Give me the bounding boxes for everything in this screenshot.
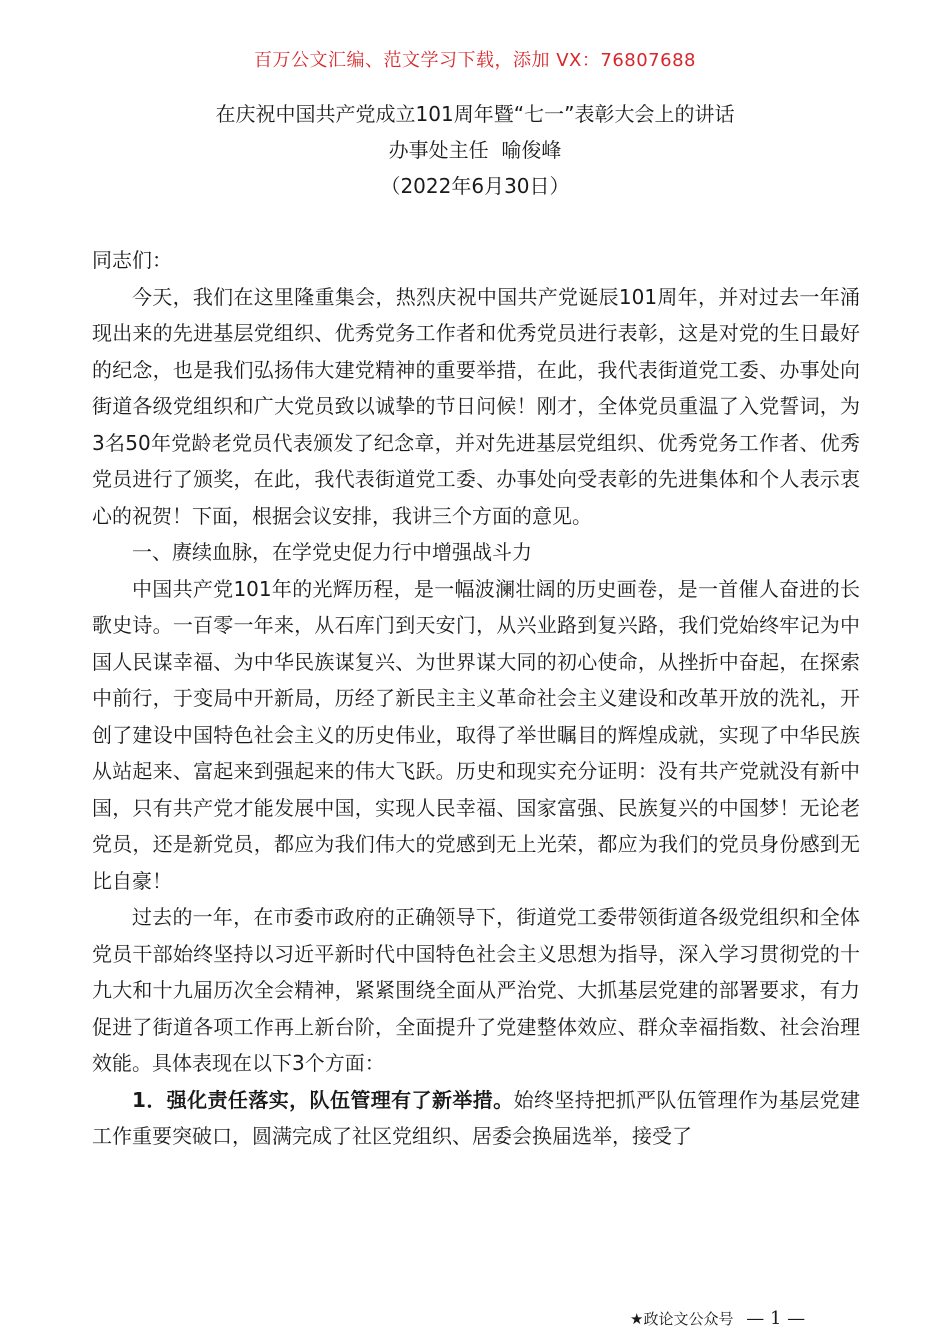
paragraph-history: 中国共产党101年的光辉历程，是一幅波澜壮阔的历史画卷，是一首催人奋进的长歌史诗。一百零一年来，从石库门到天安门，从兴业路到复兴路，我们党始终牢记为中国人民谋幸福、为中华民族谋复兴、为世界谋大同的初心使命，从挫折中奋起，在探索中前行，于变局中开新局，历经了新民主主义革命社会主义建设和改革开放的洗礼，开创了建设中国特色社会主义的历史伟业，取得了举世瞩目的辉煌成就，实现了中华民族从站起来、富起来到强起来的伟大飞跃。历史和现实充分证明：没有共产党就没有新中国，只有共产党才能发展中国，实现人民幸福、国家富强、民族复兴的中国梦！无论老党员，还是新党员，都应为我们伟大的党感到无上光荣，都应为我们的党员身份感到无比自豪！ bbox=[92, 576, 860, 893]
salutation: 同志们： bbox=[92, 248, 172, 272]
date-line: （2022年6月30日） bbox=[380, 174, 570, 198]
item-1-text: 始终坚持把抓严队伍管理作为基层党建工作重要突破口，圆满完成了社区党组织、居委会换届选举，接受了 bbox=[92, 1087, 860, 1148]
document-title: 在庆祝中国共产党成立101周年暨“七一”表彰大会上的讲话 bbox=[215, 102, 735, 126]
page-number: — 1 — bbox=[746, 1308, 806, 1329]
page-footer bbox=[630, 1308, 805, 1329]
item-1-heading: 1．强化责任落实，队伍管理有了新举措。 bbox=[132, 1087, 514, 1112]
speaker-line: 办事处主任 喻俊峰 bbox=[388, 138, 562, 162]
section-heading-1: 一、赓续血脉，在学党史促力行中增强战斗力 bbox=[132, 540, 532, 564]
paragraph-item-1 bbox=[92, 1082, 860, 1155]
document-body bbox=[92, 242, 860, 1155]
watermark-header-note: 百万公文汇编、范文学习下载，添加 VX：76807688 bbox=[254, 50, 696, 71]
paragraph-opening: 今天，我们在这里隆重集会，热烈庆祝中国共产党诞辰101周年，并对过去一年涌现出来的先进基层党组织、优秀党务工作者和优秀党员进行表彰，这是对党的生日最好的纪念，也是我们弘扬伟大建党精神的重要举措，在此，我代表街道党工委、办事处向街道各级党组织和广大党员致以诚挚的节日问候！刚才，全体党员重温了入党誓词，为3名50年党龄老党员代表颁发了纪念章，并对先进基层党组织、优秀党务工作者、优秀党员进行了颁奖，在此，我代表街道党工委、办事处向受表彰的先进集体和个人表示衷心的祝贺！下面，根据会议安排，我讲三个方面的意见。 bbox=[92, 284, 860, 528]
title-block bbox=[0, 96, 950, 204]
paragraph-past-year: 过去的一年，在市委市政府的正确领导下，街道党工委带领街道各级党组织和全体党员干部始终坚持以习近平新时代中国特色社会主义思想为指导，深入学习贯彻党的十九大和十九届历次全会精神，紧紧围绕全面从严治党、大抓基层党建的部署要求，有力促进了街道各项工作再上新台阶，全面提升了党建整体效应、群众幸福指数、社会治理效能。具体表现在以下3个方面： bbox=[92, 905, 860, 1075]
footer-source: ★政论文公众号 bbox=[630, 1310, 734, 1328]
